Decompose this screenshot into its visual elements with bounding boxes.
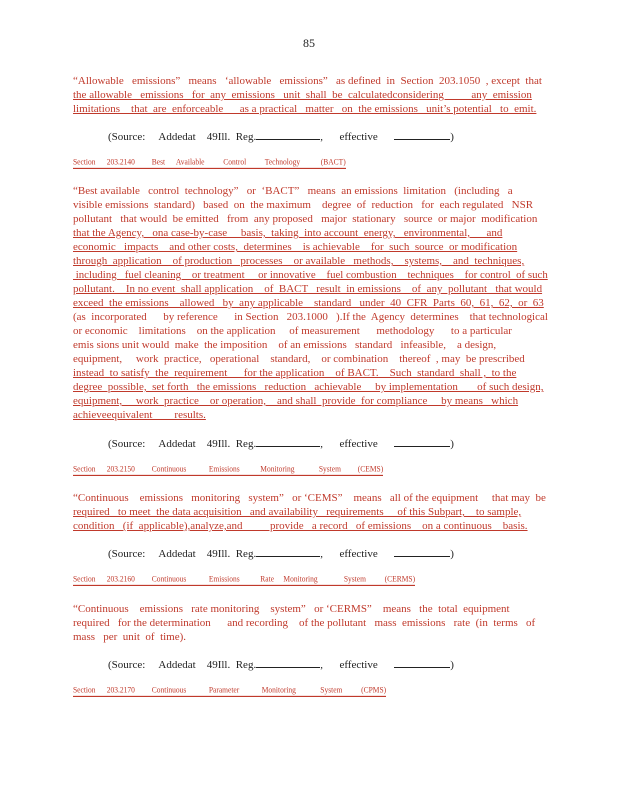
effective-label: effective xyxy=(339,659,378,671)
close-paren: ) xyxy=(450,659,454,671)
paragraph-line: that the Agency, ona case-by-case basis, taking into account energy, environmental, and xyxy=(73,227,503,239)
close-paren: ) xyxy=(450,131,454,143)
source-note: (Source: Addedat 49Ill. Reg. , effective ) xyxy=(108,548,454,560)
close-paren: ) xyxy=(450,438,454,450)
paragraph-line: equipment, work practice, operational standard, or combination thereof , may be prescribed xyxy=(73,353,525,365)
section-heading-cerms: Section 203.2160 Continuous Emissions Rate Monitoring System (CERMS) xyxy=(73,573,415,586)
source-note: (Source: Addedat 49Ill. Reg. , effective ) xyxy=(108,131,454,143)
paragraph-line: emis sions unit would make the imposition of an emissions standard infeasible, a design, xyxy=(73,339,497,351)
paragraph-line: pollutant that would be emitted from any proposed major stationary source or major modification xyxy=(73,213,538,225)
paragraph-line: economic impacts and other costs, determines is achievable for such source or modification xyxy=(73,241,518,253)
effective-label: effective xyxy=(339,438,378,450)
ill-label: 49Ill. xyxy=(206,659,231,671)
paragraph-line: mass per unit of time). xyxy=(73,631,187,643)
close-paren: ) xyxy=(450,548,454,560)
source-note: (Source: Addedat 49Ill. Reg. , effective ) xyxy=(108,659,454,671)
ill-label: 49Ill. xyxy=(206,548,231,560)
reg-label: Reg. xyxy=(235,548,257,560)
effective-blank xyxy=(394,546,450,557)
paragraph-line: “Continuous emissions monitoring system” or ‘CEMS” means all of the equipment that may be xyxy=(73,492,546,504)
effective-blank xyxy=(394,436,450,447)
adopted-label: Addedat xyxy=(158,131,196,143)
paragraph-line: exceed the emissions allowed by any applicable standard under 40 CFR Parts 60, 61, 62, or 63 xyxy=(73,297,544,309)
adopted-label: Addedat xyxy=(158,548,196,560)
page-number: 85 xyxy=(303,36,315,50)
adopted-label: Addedat xyxy=(158,659,196,671)
reg-label: Reg. xyxy=(235,438,257,450)
effective-blank xyxy=(394,657,450,668)
paragraph-line: visible emissions standard) based on the maximum degree of reduction for each regulated NSR xyxy=(73,199,534,211)
section-heading-bact: Section 203.2140 Best Available Control Technology (BACT) xyxy=(73,156,346,169)
paragraph-line: instead to satisfy the requirement for the application of BACT. Such standard shall , to the xyxy=(73,367,517,379)
reg-blank xyxy=(256,657,320,668)
effective-label: effective xyxy=(339,131,378,143)
paragraph-line: through application of production processes or available methods, systems, and techniques, xyxy=(73,255,525,267)
source-label: (Source: xyxy=(108,131,146,143)
paragraph-line: “Allowable emissions” means ‘allowable emissions” as defined in Section 203.1050 , except that xyxy=(73,75,542,87)
reg-blank xyxy=(256,546,320,557)
ill-label: 49Ill. xyxy=(206,131,231,143)
source-label: (Source: xyxy=(108,438,146,450)
section-heading-cpms: Section 203.2170 Continuous Parameter Monitoring System (CPMS) xyxy=(73,684,386,697)
paragraph-line: pollutant. In no event shall application of BACT result in emissions of any pollutant that would xyxy=(73,283,543,295)
paragraph-line: including fuel cleaning or treatment or innovative fuel combustion techniques for control of such xyxy=(73,269,548,281)
paragraph-line: achieveequivalent results. xyxy=(73,409,206,421)
source-label: (Source: xyxy=(108,659,146,671)
paragraph-line: “Best available control technology” or ‘BACT” means an emissions limitation (including a xyxy=(73,185,513,197)
source-note: (Source: Addedat 49Ill. Reg. , effective ) xyxy=(108,438,454,450)
paragraph-line: degree possible, set forth the emissions reduction achievable by implementation of such design, xyxy=(73,381,544,393)
paragraph-line: the allowable emissions for any emissions unit shall be calculatedconsidering any emission xyxy=(73,89,532,101)
paragraph-line: (as incorporated by reference in Section 203.1000 ).If the Agency determines that technological xyxy=(73,311,548,323)
source-label: (Source: xyxy=(108,548,146,560)
reg-label: Reg. xyxy=(235,131,257,143)
paragraph-line: required to meet the data acquisition and availability requirements of this Subpart, to sample, xyxy=(73,506,522,518)
section-heading-cems: Section 203.2150 Continuous Emissions Monitoring System (CEMS) xyxy=(73,463,383,476)
paragraph-line: “Continuous emissions rate monitoring system” or ‘CERMS” means the total equipment xyxy=(73,603,510,615)
effective-blank xyxy=(394,129,450,140)
reg-blank xyxy=(256,436,320,447)
effective-label: effective xyxy=(339,548,378,560)
paragraph-line: condition (if applicable),analyze,and provide a record of emissions on a continuous basis. xyxy=(73,520,528,532)
paragraph-line: limitations that are enforceable as a practical matter on the emissions unit’s potential to emit. xyxy=(73,103,537,115)
paragraph-line: or economic limitations on the application of measurement methodology to a particular xyxy=(73,325,512,337)
ill-label: 49Ill. xyxy=(206,438,231,450)
paragraph-line: equipment, work practice or operation, and shall provide for compliance by means which xyxy=(73,395,519,407)
paragraph-line: required for the determination and recording of the pollutant mass emissions rate (in terms of xyxy=(73,617,536,629)
adopted-label: Addedat xyxy=(158,438,196,450)
reg-blank xyxy=(256,129,320,140)
reg-label: Reg. xyxy=(235,659,257,671)
